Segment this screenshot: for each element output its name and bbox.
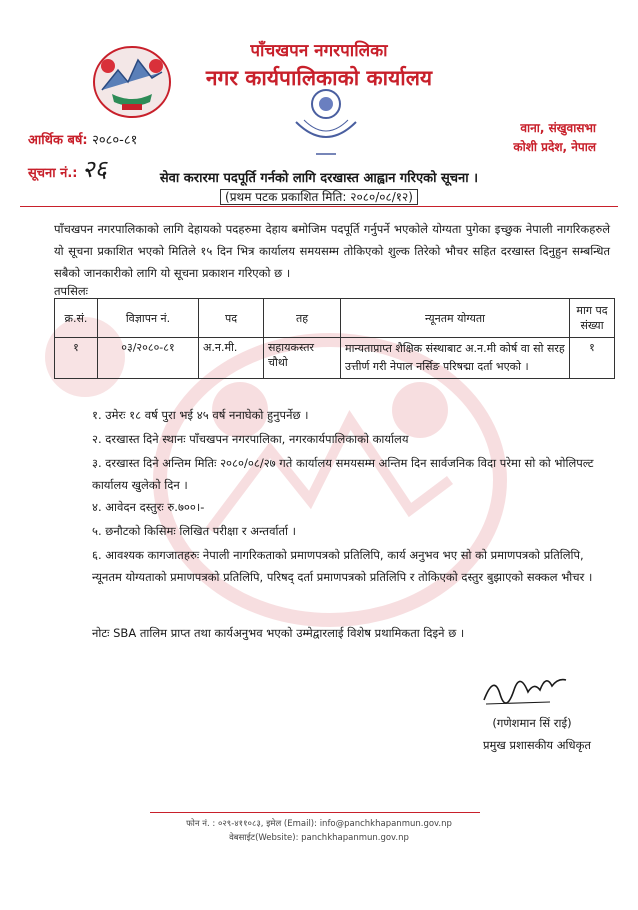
cell-ad-number: ०३/२०८०-८१ — [98, 338, 199, 379]
requirement-number: ३. — [92, 456, 102, 470]
requirement-number: ४. — [92, 500, 102, 514]
office-seal-stamp — [288, 82, 364, 164]
requirement-label: आवश्यक कागजातहरुः — [105, 548, 200, 562]
col-header-serial: क्र.सं. — [55, 299, 98, 338]
fiscal-year-label: आर्थिक बर्ष: — [28, 133, 88, 148]
details-label: तपसिलः — [54, 284, 88, 298]
intro-paragraph: पाँचखपन नगरपालिकाको लागि देहायको पदहरुमा देहाय बमोजिम पदपूर्ति गर्नुपर्ने भएकोले योग्यता पुगेका इच्छुक नेपाली नागरिकहरुले यो सूचना प्रकाशित भएको मितिले १५ दिन भित्र कार्यालय समयसम्म तोकिएको शुल्क तिरेको भौचर सहित दरखास्त दिनुहुन सम्बन्धित सबैको जानकारीको लागि यो सूचना प्रकाशन गरिएको छ । — [54, 222, 610, 280]
requirement-item — [92, 544, 610, 588]
col-header-level: तह — [264, 299, 341, 338]
col-header-post: पद — [199, 299, 264, 338]
signatory-title: प्रमुख प्रशासकीय अधिकृत — [483, 738, 591, 752]
header-divider — [20, 206, 618, 207]
fiscal-year-value: २०८०-८१ — [92, 133, 138, 148]
vacancy-table — [54, 298, 615, 379]
requirement-item — [92, 404, 610, 426]
fiscal-year — [28, 130, 137, 148]
footer-contact: फोन नं. : ०२९-४११०८३, इमेल (Email): info@panchkhapanmun.gov.np — [186, 819, 452, 829]
published-date — [0, 188, 638, 205]
requirement-label: दरखास्त दिने अन्तिम मितिः — [105, 456, 217, 470]
requirement-number: १. — [92, 408, 102, 422]
requirement-item — [92, 452, 610, 496]
office-name: नगर कार्यपालिकाको कार्यालय — [205, 66, 433, 90]
requirement-number: २. — [92, 432, 102, 446]
cell-serial: १ — [55, 338, 98, 379]
cell-positions: १ — [570, 338, 615, 379]
requirement-text: पाँचखपन नगरपालिका, नगरकार्यपालिकाको कार्यालय — [189, 432, 409, 446]
notice-number-value: २६ — [82, 155, 108, 183]
requirement-label: आवेदन दस्तुरः — [105, 500, 164, 514]
note-text: नोटः SBA तालिम प्राप्त तथा कार्यअनुभव भएको उम्मेद्वारलाई विशेष प्रथामिकता दिइने छ । — [92, 626, 465, 640]
notice-number-label: सूचना नं.: — [28, 166, 78, 181]
requirement-text: नेपाली नागरिकताको प्रमाणपत्रको प्रतिलिपि, कार्य अनुभव भए सो को प्रमाणपत्रको प्रतिलिपि, न्यूनतम योग्यताको प्रमाणपत्रको प्रतिलिपि, परिषद् दर्ता प्रमाणपत्रको प्रतिलिपि र तोकिएको दस्तुर बुझाएको सक्कल भौचर । — [92, 548, 593, 584]
notice-subject: सेवा करारमा पदपूर्ति गर्नको लागि दरखास्त आह्वान गरिएको सूचना । — [159, 171, 479, 186]
requirement-text: १८ वर्ष पुरा भई ४५ वर्ष ननाघेको हुनुपर्नेछ । — [129, 408, 309, 422]
requirement-item — [92, 428, 610, 450]
requirement-item — [92, 520, 610, 542]
signatory-name: (गणेशमान सिं राई) — [492, 716, 572, 730]
table-header-row — [55, 299, 615, 338]
address-line-1: वाना, संखुवासभा — [520, 121, 596, 135]
requirement-number: ५. — [92, 524, 102, 538]
requirement-text: २०८०/०८/२७ गते कार्यालय समयसम्म अन्तिम दिन सार्वजनिक विदा परेमा सो को भोलिपल्ट कार्यालय खुलेको दिन । — [92, 456, 594, 492]
requirement-text: लिखित परीक्षा र अन्तर्वार्ता । — [179, 524, 297, 538]
col-header-qualification: न्यूनतम योग्यता — [341, 299, 570, 338]
handwritten-signature — [480, 664, 570, 712]
cell-post: अ.न.मी. — [199, 338, 264, 379]
municipality-name: पाँचखपन नगरपालिका — [250, 41, 388, 61]
requirement-text: रु.७००।- — [167, 500, 205, 514]
requirement-label: दरखास्त दिने स्थानः — [105, 432, 186, 446]
col-header-positions: माग पद संख्या — [570, 299, 615, 338]
address-line-2: कोशी प्रदेश, नेपाल — [513, 140, 596, 154]
footer-website: वेबसाईट(Website): panchkhapanmun.gov.np — [229, 833, 409, 843]
footer-divider — [150, 812, 480, 813]
col-header-ad-number: विज्ञापन नं. — [98, 299, 199, 338]
published-date-text: (प्रथम पटक प्रकाशित मिति: २०८०/०८/१२) — [220, 189, 418, 205]
table-row — [55, 338, 615, 379]
requirement-label: उमेरः — [105, 408, 126, 422]
cell-level: सहायकस्तर चौथो — [264, 338, 341, 379]
requirement-number: ६. — [92, 548, 102, 562]
cell-qualification: मान्यताप्राप्त शैक्षिक संस्थाबाट अ.न.मी कोर्ष वा सो सरह उत्तीर्ण गरी नेपाल नर्सिङ परिषद्मा दर्ता भएको । — [341, 338, 570, 379]
requirement-item — [92, 496, 610, 518]
requirement-label: छनौटको किसिमः — [105, 524, 176, 538]
